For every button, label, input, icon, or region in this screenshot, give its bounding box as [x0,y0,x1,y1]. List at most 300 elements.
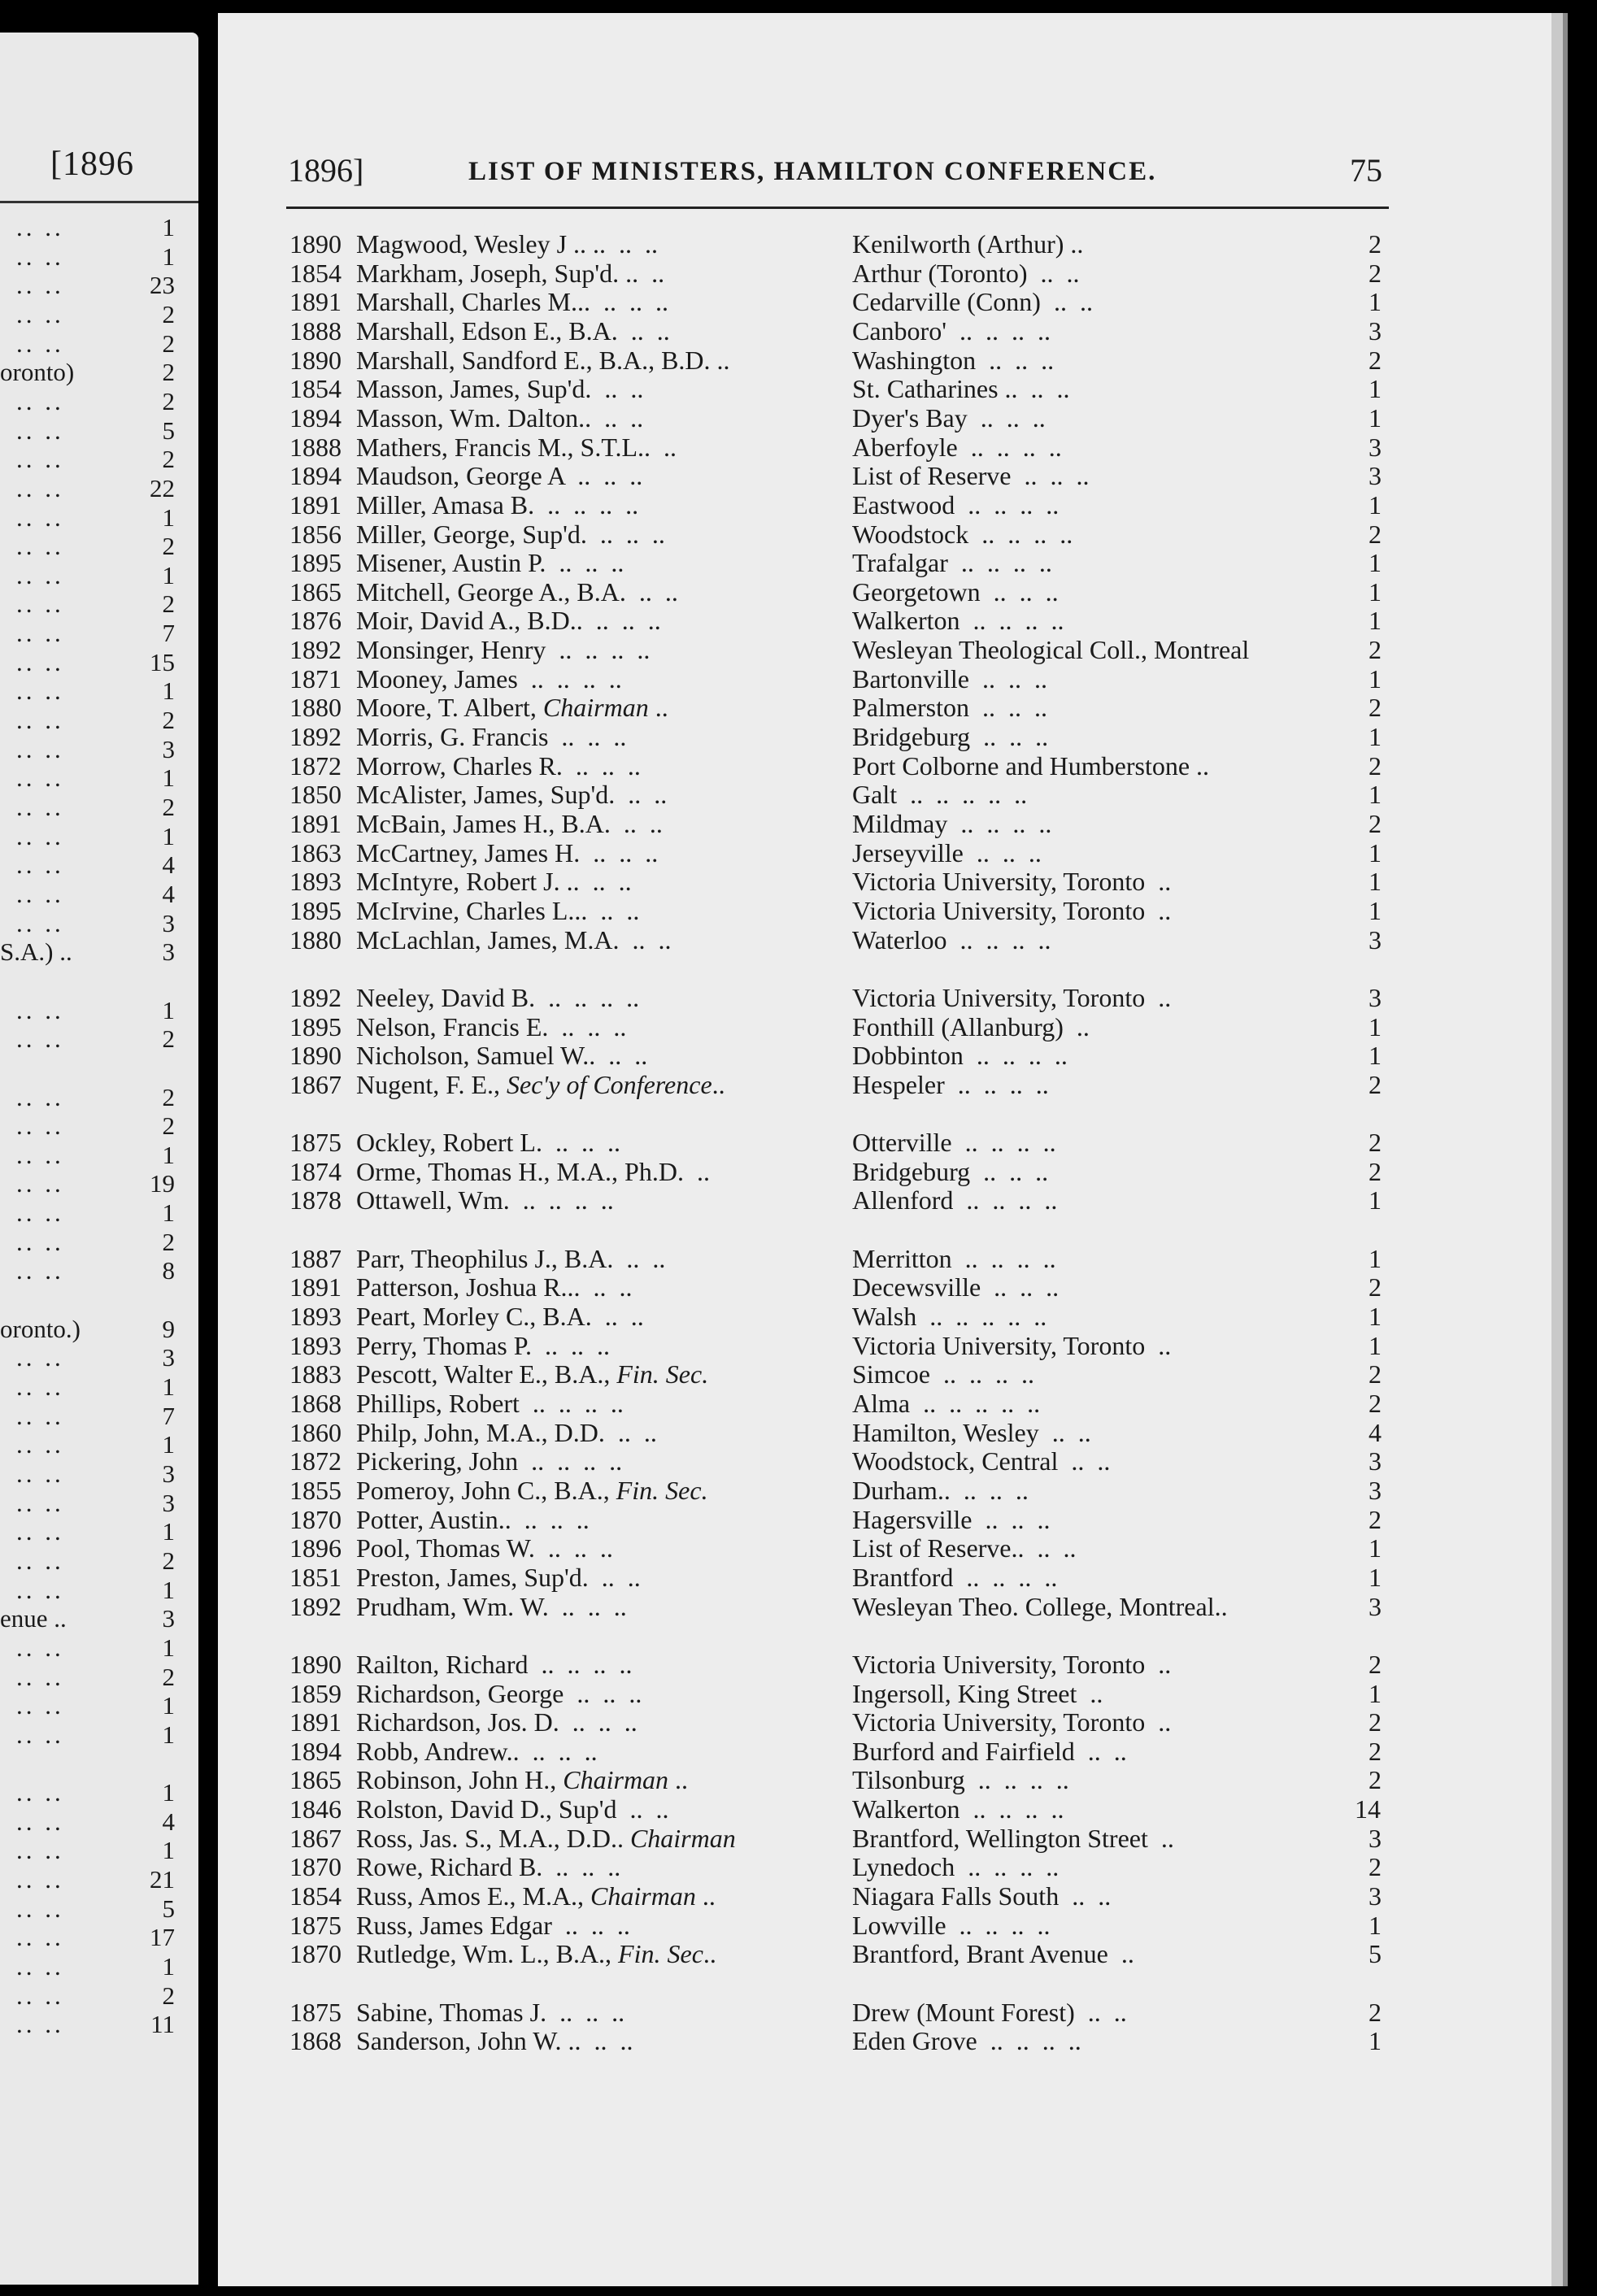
entry-name-leader: .. .. .. .. [509,1185,614,1215]
entry-place: Kenilworth (Arthur) .. [852,229,1084,259]
entry-year: 1855 [289,1475,342,1505]
entry-name-leader: .. [668,1765,689,1795]
entry-year: 1894 [289,402,342,433]
left-row-leader: .. .. [16,1459,64,1488]
entry-year: 1891 [289,287,342,317]
page-edge [1551,13,1563,2286]
entry-name-text: Potter, Austin.. [356,1504,511,1534]
entry-role: Chairman [542,693,649,723]
page-title: LIST OF MINISTERS, HAMILTON CONFERENCE. [468,157,1157,186]
left-row-number: 4 [162,1807,175,1836]
left-row-number: 3 [162,1488,175,1517]
entry-count: 1 [1369,1185,1382,1215]
minister-entry [218,1244,1551,1273]
entry-count: 1 [1369,606,1382,636]
entry-name-leader: .. .. .. [551,1910,630,1940]
entry-name-text: Rutledge, Wm. L., B.A., [356,1939,612,1969]
entry-count: 1 [1369,837,1382,868]
left-row-leader: .. .. [16,415,64,445]
page-edge-shadow [1563,13,1568,2286]
entry-place: Otterville .. .. .. .. [852,1128,1056,1158]
entry-name-leader: .. .. [591,374,644,404]
entry-place: Bartonville .. .. .. [852,663,1047,694]
entry-year: 1870 [289,1939,342,1969]
entry-place: Waterloo .. .. .. .. [852,924,1051,954]
entry-name [356,2026,633,2056]
entry-place: Victoria University, Toronto .. [852,1649,1172,1679]
entry-name-leader: .. .. [595,1041,648,1071]
entry-count: 2 [1369,519,1382,549]
entry-place: Eden Grove .. .. .. .. [852,2026,1081,2056]
minister-entry [218,2026,1551,2055]
entry-count: 2 [1369,1069,1382,1099]
entry-name-text: Perry, Thomas P. [356,1330,532,1360]
entry-count: 3 [1369,1823,1382,1853]
entry-name [356,1707,637,1737]
entry-role: Chairman [590,1881,696,1911]
entry-place: Hagersville .. .. .. [852,1504,1051,1534]
entry-year: 1890 [289,345,342,375]
left-row-leader: .. .. [16,1720,64,1749]
entry-count: 1 [1369,867,1382,897]
minister-entry [218,316,1551,346]
left-row-leader: .. .. [16,1575,64,1604]
left-row-number: 8 [162,1256,175,1285]
entry-place: Lowville .. .. .. .. [852,1910,1051,1940]
entry-name-leader: .. .. .. [559,1707,637,1737]
left-row [0,1343,175,1372]
entry-name [356,1592,627,1622]
left-row-leader: .. .. [16,2010,64,2039]
entry-name [356,1911,630,1941]
entry-name-leader: .. [695,1881,716,1911]
left-page-header: [1896 [50,146,134,183]
left-row-number: 3 [162,1459,175,1488]
entry-name-text: Nelson, Francis E. [356,1011,549,1041]
left-row-number: 2 [162,1227,175,1256]
left-row [0,1141,175,1169]
entry-name-leader: .. [711,1069,725,1099]
entry-year: 1892 [289,635,342,665]
entry-year: 1854 [289,258,342,288]
entry-year: 1875 [289,1997,342,2027]
entry-count: 2 [1369,1649,1382,1679]
entry-name-leader: .. .. .. [564,1678,642,1708]
minister-entry [218,722,1551,751]
left-row-leader: .. .. [16,532,64,561]
left-row-number: 1 [162,1372,175,1401]
left-row-number: 2 [162,532,175,561]
left-row-number: 17 [150,1923,175,1952]
left-row [0,1083,175,1111]
minister-entry [218,433,1551,462]
left-row-number: 15 [150,647,175,676]
left-row-number: 11 [150,2010,175,2039]
left-row-number: 2 [162,386,175,415]
entry-name-text: Markham, Joseph, Sup'd. [356,258,620,288]
entry-name-text: Philp, John, M.A., D.D. [356,1417,605,1447]
left-row-number: 1 [162,1691,175,1720]
entry-name-text: Patterson, Joshua R... [356,1272,581,1302]
entry-name-leader: .. .. [587,895,640,925]
minister-entry [218,1128,1551,1157]
entry-place: List of Reserve.. .. .. [852,1533,1077,1563]
left-row [0,1923,175,1951]
entry-name [356,1824,736,1854]
minister-entry [218,896,1551,925]
left-row-number: 2 [162,358,175,387]
minister-entry [218,1446,1551,1476]
entry-name [356,433,677,463]
entry-year: 1892 [289,1591,342,1621]
entry-year: 1872 [289,750,342,781]
entry-name [356,1012,626,1042]
left-row-leader: .. .. [16,473,64,502]
entry-name-text: Masson, Wm. Dalton.. [356,402,592,433]
left-row-leader: .. .. [16,1488,64,1517]
entry-name [356,1302,644,1332]
entry-name [356,1041,647,1071]
entry-name [356,577,678,607]
left-row-number: 22 [150,473,175,502]
left-row-number: 1 [162,1198,175,1228]
entry-count: 3 [1369,1591,1382,1621]
minister-entry [218,664,1551,694]
entry-name-leader: .. .. .. [564,461,643,491]
left-row-number: 1 [162,1778,175,1807]
minister-entry [218,1765,1551,1794]
entry-place: Tilsonburg .. .. .. .. [852,1765,1069,1795]
entry-name-text: Robb, Andrew.. [356,1736,520,1766]
minister-entry [218,1389,1551,1418]
entry-place: Galt .. .. .. .. .. [852,780,1028,810]
entry-name-leader: .. .. .. [546,548,624,578]
left-row [0,793,175,821]
entry-name-leader: .. .. .. .. [528,1649,633,1679]
left-row-leader: .. .. [16,1169,64,1198]
left-row [0,271,175,299]
left-row-leader: .. .. [16,1952,64,1981]
entry-name [356,780,667,810]
entry-count: 1 [1369,2026,1382,2056]
entry-place: Drew (Mount Forest) .. .. [852,1997,1127,2027]
left-row [0,706,175,734]
entry-count: 1 [1369,722,1382,752]
entry-name [356,838,658,868]
entry-name [356,374,643,404]
minister-entry [218,867,1551,896]
minister-entry [218,1592,1551,1621]
entry-count: 1 [1369,1041,1382,1071]
entry-year: 1860 [289,1417,342,1447]
left-row-leader: .. .. [16,241,64,271]
left-row-text: S.A.) .. [0,937,72,967]
left-row-number: 3 [162,734,175,763]
entry-role: Chairman [629,1823,736,1853]
left-row-number: 1 [162,241,175,271]
entry-name-leader: .. .. .. [546,1997,625,2027]
entry-count: 2 [1369,1272,1382,1302]
left-row-number: 2 [162,445,175,474]
entry-name [356,1533,613,1563]
left-row [0,1720,175,1749]
left-row-number: 2 [162,589,175,619]
left-row-leader: .. .. [16,1691,64,1720]
entry-count: 3 [1369,315,1382,346]
left-row-leader: .. .. [16,793,64,821]
minister-entry [218,1881,1551,1911]
entry-year: 1893 [289,867,342,897]
left-row [0,996,175,1024]
entry-place: Jerseyville .. .. .. [852,837,1042,868]
entry-count: 3 [1369,461,1382,491]
entry-name-leader: .. [703,1939,716,1969]
left-row [0,1546,175,1575]
entry-place: Woodstock .. .. .. .. [852,519,1073,549]
minister-entry [218,1998,1551,2027]
entry-name-leader: .. [651,432,677,462]
left-row-number: 21 [150,1865,175,1894]
entry-count: 1 [1369,780,1382,810]
left-row-number: 1 [162,502,175,532]
entry-name-text: Pescott, Walter E., B.A., [356,1359,611,1389]
entry-name-leader: .. .. .. .. [546,635,651,665]
left-row-leader: .. .. [16,879,64,908]
entry-place: Victoria University, Toronto .. [852,1330,1172,1360]
entry-count: 1 [1369,663,1382,694]
entry-name [356,693,668,723]
entry-name-text: Marshall, Edson E., B.A. [356,315,618,346]
entry-count: 2 [1369,635,1382,665]
left-row-leader: .. .. [16,328,64,358]
left-row-leader: .. .. [16,589,64,619]
left-row-leader: .. .. [16,1111,64,1141]
left-row [0,1169,175,1198]
entry-name-text: Monsinger, Henry [356,635,546,665]
entry-name-leader: .. .. .. [548,1591,627,1621]
entry-name-leader: .. .. .. [586,229,659,259]
entry-place: Fonthill (Allanburg) .. [852,1011,1090,1041]
entry-name [356,1852,620,1882]
left-row-leader: .. .. [16,213,64,241]
entry-name-text: McBain, James H., B.A. [356,809,611,838]
entry-year: 1876 [289,606,342,636]
entry-name [356,809,663,839]
entry-name [356,983,639,1013]
left-row [0,1952,175,1981]
left-row-number: 1 [162,1836,175,1865]
entry-name-text: Nicholson, Samuel W.. [356,1041,596,1071]
entry-name-text: Marshall, Charles M... [356,287,590,317]
entry-place: Woodstock, Central .. .. [852,1446,1111,1476]
left-row-number: 4 [162,850,175,880]
left-row-leader: .. .. [16,1633,64,1662]
entry-name-text: Mathers, Francis M., S.T.L.. [356,432,651,462]
entry-place: Decewsville .. .. .. [852,1272,1060,1302]
entry-place: Arthur (Toronto) .. .. [852,258,1080,288]
entry-place: Niagara Falls South .. .. [852,1881,1112,1911]
entry-name-leader: .. .. .. [590,287,668,317]
minister-entry [218,1418,1551,1447]
entry-year: 1895 [289,895,342,925]
entry-name-text: McLachlan, James, M.A. [356,924,620,954]
left-row-number: 1 [162,1517,175,1546]
minister-entry [218,1650,1551,1679]
entry-name [356,896,639,926]
left-row [0,1691,175,1720]
entry-name-leader: .. .. .. [542,1128,620,1158]
left-row [0,300,175,328]
entry-name [356,1244,665,1274]
entry-name-text: Mitchell, George A., B.A. [356,576,626,607]
left-header-rule [0,201,198,203]
entry-name-leader: .. .. .. [511,1504,590,1534]
left-row-number: 2 [162,1024,175,1054]
entry-place: Durham.. .. .. .. [852,1475,1029,1505]
left-row-number: 2 [162,1662,175,1691]
entry-name [356,925,671,955]
left-row [0,358,175,386]
entry-place: Washington .. .. .. [852,345,1055,375]
minister-entry [218,1302,1551,1331]
entry-year: 1890 [289,1041,342,1071]
entry-count: 2 [1369,1707,1382,1737]
right-page [218,13,1551,2286]
entry-name [356,1157,710,1187]
entry-name [356,1563,641,1593]
entry-place: Wesleyan Theological Coll., Montreal [852,635,1250,665]
left-row-number: 19 [150,1169,175,1198]
left-row-number: 1 [162,1430,175,1459]
entry-name-leader: .. .. .. .. [534,489,639,520]
entry-name-text: Railton, Richard [356,1649,529,1679]
left-row-leader: .. .. [16,995,64,1024]
entry-name-text: Ottawell, Wm. [356,1185,510,1215]
left-row-leader: .. .. [16,1198,64,1228]
minister-entry [218,809,1551,838]
left-row-leader: .. .. [16,647,64,676]
left-row [0,416,175,445]
entry-count: 4 [1369,1417,1382,1447]
left-row [0,1198,175,1227]
entry-place: Brantford, Wellington Street .. [852,1823,1174,1853]
entry-place: Ingersoll, King Street .. [852,1678,1103,1708]
entry-count: 1 [1369,402,1382,433]
entry-name-text: Masson, James, Sup'd. [356,374,592,404]
left-row [0,735,175,763]
entry-name-text: Richardson, Jos. D. [356,1707,559,1737]
left-row [0,1778,175,1807]
left-row-leader: .. .. [16,1546,64,1575]
entry-count: 2 [1369,345,1382,375]
entry-name [356,1794,668,1824]
left-row-number: 9 [162,1314,175,1343]
entry-year: 1892 [289,982,342,1012]
entry-year: 1854 [289,1881,342,1911]
left-row [0,1430,175,1459]
minister-entry [218,1505,1551,1534]
left-row-leader: .. .. [16,706,64,735]
entry-name-text: Morris, G. Francis [356,722,549,752]
entry-year: 1856 [289,519,342,549]
left-row-number: 2 [162,1082,175,1111]
left-row-number: 5 [162,415,175,445]
entry-name-text: Orme, Thomas H., M.A., Ph.D. [356,1156,684,1186]
entry-count: 2 [1369,258,1382,288]
entry-place: St. Catharines .. .. .. [852,374,1070,404]
entry-name-text: Pomeroy, John C., B.A., [356,1475,610,1505]
entry-name-text: Morrow, Charles R. [356,750,563,781]
entry-count: 3 [1369,432,1382,462]
left-row-number: 2 [162,1981,175,2010]
entry-name-leader: .. .. [579,867,632,897]
entry-place: Dobbinton .. .. .. .. [852,1041,1068,1071]
entry-name-leader: .. .. .. [586,519,665,549]
minister-entry [218,374,1551,403]
left-row [0,589,175,618]
entry-year: 1870 [289,1504,342,1534]
left-row-number: 1 [162,1575,175,1604]
entry-year: 1893 [289,1302,342,1332]
entry-name-text: Peart, Morley C., B.A. [356,1302,592,1332]
entry-name [356,664,622,694]
entry-year: 1874 [289,1156,342,1186]
entry-count: 2 [1369,1765,1382,1795]
left-row [0,1836,175,1864]
entry-year: 1859 [289,1678,342,1708]
minister-entry [218,1476,1551,1505]
entry-place: Palmerston .. .. .. [852,693,1047,723]
minister-entry [218,1533,1551,1563]
entry-count: 3 [1369,1446,1382,1476]
left-row-number: 2 [162,1111,175,1141]
entry-place: Burford and Fairfield .. .. [852,1736,1127,1766]
entry-year: 1870 [289,1852,342,1882]
entry-year: 1846 [289,1794,342,1824]
left-row [0,909,175,937]
entry-count: 1 [1369,1302,1382,1332]
entry-name-text: Ross, Jas. S., M.A., D.D.. [356,1823,624,1853]
left-row-leader: .. .. [16,1256,64,1285]
minister-entry [218,346,1551,375]
entry-count: 1 [1369,374,1382,404]
minister-entry [218,1679,1551,1708]
left-row-leader: .. .. [16,1024,64,1054]
minister-entry [218,1737,1551,1766]
entry-count: 1 [1369,1011,1382,1041]
minister-entry [218,1824,1551,1853]
left-row [0,1894,175,1923]
left-row-number: 1 [162,1140,175,1169]
entry-place: Port Colborne and Humberstone .. [852,750,1210,781]
entry-name-text: Miller, George, Sup'd. [356,519,587,549]
entry-place: Georgetown .. .. .. [852,576,1059,607]
left-row [0,1865,175,1894]
entry-name [356,229,658,259]
entry-role: Sec'y of Conference [506,1069,712,1099]
left-row [0,2010,175,2038]
entry-year: 1867 [289,1823,342,1853]
left-row-leader: .. .. [16,1807,64,1836]
minister-entry [218,780,1551,809]
entry-name-leader: .. .. .. [562,750,641,781]
entry-name [356,316,670,346]
entry-year: 1891 [289,489,342,520]
left-row [0,648,175,676]
entry-name [356,259,664,289]
minister-entry [218,1563,1551,1592]
entry-name-leader: .. .. [604,1417,657,1447]
